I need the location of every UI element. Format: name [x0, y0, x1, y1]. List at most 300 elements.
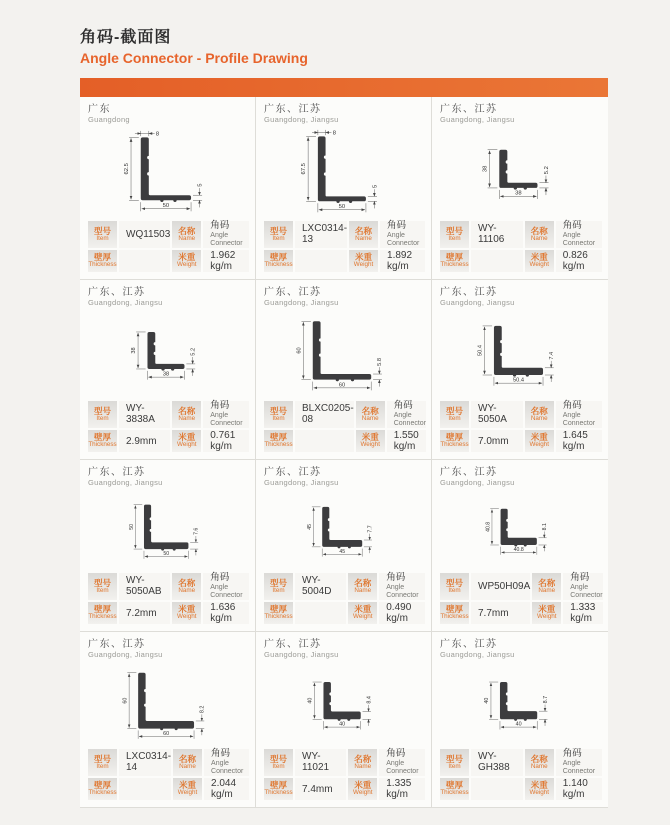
region-label [440, 639, 602, 659]
item-label [264, 573, 293, 600]
item-value: WY-5050A [471, 401, 523, 428]
item-label-en: Item [272, 414, 285, 422]
thickness-label-en: Thickness [264, 613, 293, 621]
name-value-en: Angle Connector [386, 759, 419, 775]
profile-drawing [88, 126, 249, 221]
dim-left-label: 38 [482, 165, 489, 173]
name-value-en: Angle Connector [210, 231, 243, 247]
name-value-cn: 角码 [387, 219, 407, 231]
dim-bottom-label: 50 [162, 203, 170, 210]
dim-left-label: 50 [128, 524, 135, 530]
item-value: WY-11106 [471, 221, 523, 248]
item-label [264, 221, 293, 248]
spec-table [440, 573, 602, 624]
thickness-label-cn: 壁厚 [269, 780, 287, 791]
l-profile-shape [494, 326, 543, 377]
name-label [525, 749, 554, 776]
profile-drawing [264, 309, 425, 401]
weight-label-en: Weight [352, 789, 373, 797]
l-profile-shape [141, 138, 191, 203]
thickness-value [119, 250, 170, 272]
weight-value: 0.490 kg/m [379, 602, 425, 624]
name-value-en: Angle Connector [562, 759, 596, 775]
weight-label [172, 250, 201, 272]
profile-drawing-svg [88, 661, 249, 749]
weight-label [525, 778, 554, 800]
name-value-en: Angle Connector [570, 583, 603, 599]
profile-cell [80, 460, 256, 632]
thickness-label [88, 778, 117, 800]
region-label [88, 467, 249, 487]
spec-table [440, 401, 602, 452]
profile-drawing-svg [440, 661, 602, 749]
dim-top-label: 8 [332, 130, 336, 137]
profile-drawing [440, 126, 602, 221]
weight-label [172, 602, 201, 624]
l-profile-shape [500, 682, 537, 721]
page-title-cn: 角码-截面图 [80, 29, 172, 46]
item-label [440, 573, 469, 600]
spec-table [264, 749, 425, 800]
spec-table [88, 401, 249, 452]
region-name-en: Guangdong, Jiangsu [88, 650, 163, 659]
weight-value: 1.962 kg/m [203, 250, 249, 272]
dim-bottom-label: 60 [163, 731, 170, 738]
region-name-cn: 广东、江苏 [264, 287, 322, 298]
dim-right-label: 7.6 [193, 527, 200, 536]
thickness-label-en: Thickness [88, 441, 117, 449]
name-value-cn: 角码 [210, 219, 230, 231]
weight-label-en: Weight [529, 261, 549, 269]
profile-drawing [264, 489, 425, 573]
weight-label-en: Weight [529, 789, 549, 797]
thickness-value: 7.2mm [119, 602, 170, 624]
dim-bottom-label: 40.8 [513, 547, 524, 554]
region-label [264, 287, 425, 307]
name-label [172, 401, 201, 428]
weight-label-en: Weight [177, 789, 198, 797]
dim-right-label: 5.2 [543, 166, 550, 175]
name-value-cn: 角码 [211, 747, 231, 759]
spec-table [440, 221, 602, 272]
region-name-cn: 广东、江苏 [264, 639, 322, 650]
dim-left-label: 62.5 [124, 163, 131, 175]
item-label [440, 401, 469, 428]
thickness-label-cn: 壁厚 [445, 432, 463, 443]
name-value-en: Angle Connector [393, 411, 426, 427]
profile-cell [256, 632, 432, 808]
spec-table [264, 221, 425, 272]
name-value-cn: 角码 [393, 399, 413, 411]
name-label [349, 221, 378, 248]
thickness-label-en: Thickness [440, 613, 469, 621]
item-label-cn: 型号 [269, 225, 287, 236]
l-profile-shape [323, 682, 360, 721]
weight-label-en: Weight [529, 441, 549, 449]
spec-table [88, 573, 249, 624]
name-label [348, 573, 377, 600]
dim-bottom-label: 60 [338, 382, 346, 389]
dim-left-label: 40 [307, 697, 314, 704]
thickness-label-en: Thickness [440, 261, 469, 269]
name-value [556, 401, 602, 428]
profile-cell [432, 97, 608, 280]
name-label-en: Name [538, 586, 556, 594]
weight-label-en: Weight [537, 613, 557, 621]
accent-bar [80, 78, 608, 97]
item-label-en: Item [96, 762, 109, 770]
weight-label [525, 430, 554, 452]
name-label-en: Name [355, 234, 372, 242]
item-label [88, 221, 117, 248]
item-label-cn: 型号 [445, 225, 463, 236]
region-name-cn: 广东、江苏 [440, 467, 498, 478]
name-value [563, 573, 602, 600]
dim-right-label: 5 [197, 183, 204, 188]
thickness-label [264, 250, 293, 272]
name-label-cn: 名称 [178, 405, 196, 416]
thickness-label-en: Thickness [88, 789, 117, 797]
profile-cell [432, 632, 608, 808]
name-value-cn: 角码 [562, 219, 582, 231]
dim-right-label: 8.1 [542, 523, 549, 531]
name-label [525, 401, 554, 428]
profile-drawing [440, 489, 602, 573]
spec-table [440, 749, 602, 800]
dim-bottom-label: 50.4 [512, 377, 524, 384]
dim-right-label: 8.2 [199, 705, 206, 714]
item-label-cn: 型号 [93, 753, 111, 764]
l-profile-shape [501, 509, 537, 547]
item-label-cn: 型号 [445, 577, 463, 588]
region-name-en: Guangdong, Jiangsu [88, 478, 163, 487]
region-name-en: Guangdong, Jiangsu [440, 478, 515, 487]
item-label-en: Item [96, 586, 109, 594]
region-name-en: Guangdong, Jiangsu [264, 115, 339, 124]
item-label-en: Item [96, 234, 109, 242]
name-label-en: Name [354, 762, 372, 770]
name-value [203, 573, 249, 600]
weight-value: 2.044 kg/m [204, 778, 249, 800]
item-value: WY-3838A [119, 401, 170, 428]
profile-grid [80, 97, 608, 808]
name-label [348, 749, 377, 776]
region-label [264, 104, 425, 124]
dim-left-label: 45 [307, 524, 314, 530]
region-name-en: Guangdong, Jiangsu [440, 650, 515, 659]
item-label-en: Item [448, 414, 461, 422]
dim-bottom-label: 38 [515, 190, 522, 197]
weight-label [349, 250, 378, 272]
profile-drawing [88, 489, 249, 573]
name-value [387, 401, 426, 428]
weight-label-cn: 米重 [354, 780, 372, 791]
profile-drawing-svg [88, 489, 249, 573]
name-value [556, 749, 602, 776]
name-label [172, 221, 201, 248]
item-label-en: Item [96, 414, 109, 422]
name-label-en: Name [530, 234, 548, 242]
thickness-label-cn: 壁厚 [93, 780, 111, 791]
weight-label-cn: 米重 [530, 780, 548, 791]
profile-drawing-svg [88, 126, 249, 221]
weight-label-en: Weight [352, 613, 373, 621]
profile-cell [256, 97, 432, 280]
name-label-cn: 名称 [530, 225, 548, 236]
thickness-label-cn: 壁厚 [445, 252, 463, 263]
thickness-label [264, 430, 293, 452]
profile-drawing-svg [264, 489, 425, 573]
l-profile-shape [318, 137, 366, 204]
name-value-cn: 角码 [386, 747, 406, 759]
thickness-label-en: Thickness [264, 261, 293, 269]
region-label [88, 104, 249, 124]
profile-drawing-svg [264, 126, 425, 221]
region-name-en: Guangdong [88, 115, 130, 124]
thickness-label [264, 602, 293, 624]
dim-bottom-label: 40 [515, 721, 522, 728]
thickness-label [88, 250, 117, 272]
dim-left-label: 60 [296, 347, 303, 354]
region-name-cn: 广东 [88, 104, 111, 115]
dim-left-label: 40 [484, 697, 491, 704]
name-label-en: Name [354, 586, 372, 594]
item-value: WQ11503 [119, 221, 170, 248]
profile-drawing-svg [264, 309, 425, 401]
thickness-label-cn: 壁厚 [445, 604, 463, 615]
profile-cell [256, 280, 432, 460]
thickness-value: 2.9mm [119, 430, 170, 452]
spec-table [88, 749, 249, 800]
item-label-en: Item [448, 234, 461, 242]
item-label-cn: 型号 [269, 577, 287, 588]
weight-label-cn: 米重 [530, 432, 548, 443]
name-value-cn: 角码 [570, 571, 590, 583]
thickness-label [264, 778, 293, 800]
thickness-label-cn: 壁厚 [269, 432, 287, 443]
weight-label-cn: 米重 [355, 252, 373, 263]
region-label [264, 467, 425, 487]
region-name-en: Guangdong, Jiangsu [264, 650, 339, 659]
thickness-label-en: Thickness [264, 441, 293, 449]
item-label [440, 221, 469, 248]
thickness-value [471, 250, 523, 272]
profile-cell [432, 460, 608, 632]
profile-drawing [88, 661, 249, 749]
thickness-label [440, 602, 469, 624]
item-label [264, 749, 293, 776]
name-label [525, 221, 554, 248]
dim-bottom-label: 50 [163, 551, 170, 558]
spec-table [264, 401, 425, 452]
item-label-cn: 型号 [269, 753, 287, 764]
thickness-label-cn: 壁厚 [93, 432, 111, 443]
region-name-cn: 广东、江苏 [440, 639, 498, 650]
thickness-label-cn: 壁厚 [93, 604, 111, 615]
profile-cell [80, 632, 256, 808]
dim-bottom-label: 40 [339, 721, 346, 728]
page-title-en: Angle Connector - Profile Drawing [80, 50, 308, 66]
weight-label [532, 602, 561, 624]
name-value [379, 573, 425, 600]
region-label [440, 104, 602, 124]
thickness-value [295, 250, 347, 272]
dim-bottom-label: 38 [162, 371, 170, 378]
thickness-value: 7.4mm [295, 778, 346, 800]
item-label [88, 749, 117, 776]
name-label-en: Name [179, 762, 196, 770]
weight-label-cn: 米重 [538, 604, 556, 615]
item-label-en: Item [272, 762, 285, 770]
l-profile-shape [144, 505, 188, 551]
weight-label [173, 778, 202, 800]
dim-right-label: 5.8 [377, 358, 384, 367]
name-value-cn: 角码 [562, 747, 582, 759]
profile-cell [432, 280, 608, 460]
weight-label-en: Weight [177, 261, 197, 269]
weight-value: 1.636 kg/m [203, 602, 249, 624]
region-name-cn: 广东、江苏 [88, 639, 146, 650]
thickness-label-cn: 壁厚 [445, 780, 463, 791]
region-name-en: Guangdong, Jiangsu [440, 298, 515, 307]
item-label [88, 401, 117, 428]
region-name-cn: 广东、江苏 [264, 104, 322, 115]
item-label-en: Item [448, 586, 461, 594]
region-name-en: Guangdong, Jiangsu [264, 478, 339, 487]
name-label [356, 401, 385, 428]
weight-label [348, 602, 377, 624]
item-value: WY-5050AB [119, 573, 170, 600]
profile-drawing [88, 309, 249, 401]
item-value: WP50H09A [471, 573, 530, 600]
name-value [203, 401, 249, 428]
item-label-cn: 型号 [269, 405, 287, 416]
thickness-label-cn: 壁厚 [269, 252, 287, 263]
weight-label-en: Weight [176, 441, 197, 449]
thickness-value [295, 602, 346, 624]
l-profile-shape [147, 332, 184, 371]
profile-drawing-svg [264, 661, 425, 749]
thickness-label [440, 250, 469, 272]
weight-label-cn: 米重 [178, 252, 196, 263]
profile-drawing-svg [440, 489, 602, 573]
item-label-en: Item [448, 762, 461, 770]
profile-cell [80, 280, 256, 460]
name-value-en: Angle Connector [562, 231, 596, 247]
name-value-en: Angle Connector [210, 583, 243, 599]
item-label-en: Item [272, 586, 285, 594]
dim-bottom-label: 45 [339, 549, 346, 556]
name-label-cn: 名称 [354, 753, 372, 764]
weight-label-en: Weight [176, 613, 197, 621]
name-label-cn: 名称 [179, 753, 197, 764]
region-name-cn: 广东、江苏 [440, 104, 498, 115]
weight-label [172, 430, 201, 452]
profile-cell [80, 97, 256, 280]
weight-value: 1.892 kg/m [380, 250, 425, 272]
weight-label-cn: 米重 [178, 432, 196, 443]
dim-right-label: 7.7 [367, 525, 374, 533]
dim-right-label: 5 [372, 184, 379, 189]
weight-label-cn: 米重 [178, 604, 196, 615]
name-label-en: Name [530, 762, 548, 770]
spec-table [264, 573, 425, 624]
thickness-label-en: Thickness [88, 261, 117, 269]
region-name-en: Guangdong, Jiangsu [88, 298, 163, 307]
dim-top-label: 8 [155, 131, 160, 138]
weight-label-cn: 米重 [179, 780, 197, 791]
name-value-cn: 角码 [562, 399, 582, 411]
spec-table [88, 221, 249, 272]
item-label-cn: 型号 [93, 225, 111, 236]
name-label-en: Name [530, 414, 548, 422]
name-label-cn: 名称 [178, 577, 196, 588]
item-label [440, 749, 469, 776]
profile-drawing [264, 126, 425, 221]
thickness-label [88, 430, 117, 452]
dim-left-label: 60 [122, 697, 129, 704]
region-label [88, 639, 249, 659]
item-value: BLXC0205-08 [295, 401, 354, 428]
thickness-value [471, 778, 523, 800]
l-profile-shape [138, 673, 194, 730]
profile-drawing-svg [88, 309, 249, 401]
region-label [440, 467, 602, 487]
thickness-label-en: Thickness [440, 789, 469, 797]
profile-drawing [440, 661, 602, 749]
name-value-en: Angle Connector [386, 583, 419, 599]
item-value: WY-GH388 [471, 749, 523, 776]
l-profile-shape [322, 507, 362, 548]
name-value-en: Angle Connector [387, 231, 420, 247]
name-value-en: Angle Connector [210, 411, 243, 427]
name-label-cn: 名称 [530, 405, 548, 416]
name-value-en: Angle Connector [211, 759, 244, 775]
region-name-cn: 广东、江苏 [440, 287, 498, 298]
item-value: WY-5004D [295, 573, 346, 600]
dim-left-label: 50.4 [477, 345, 484, 357]
item-label-cn: 型号 [93, 577, 111, 588]
profile-drawing [264, 661, 425, 749]
weight-value: 0.761 kg/m [203, 430, 249, 452]
item-value: WY-11021 [295, 749, 346, 776]
dim-left-label: 40.8 [485, 522, 492, 533]
dim-left-label: 38 [131, 347, 138, 354]
item-label-en: Item [272, 234, 285, 242]
name-value [204, 749, 249, 776]
name-value [203, 221, 249, 248]
region-name-en: Guangdong, Jiangsu [440, 115, 515, 124]
name-label-cn: 名称 [361, 405, 379, 416]
name-label [173, 749, 202, 776]
name-value [379, 749, 425, 776]
l-profile-shape [313, 322, 371, 382]
profile-drawing-svg [440, 126, 602, 221]
name-label-cn: 名称 [355, 225, 373, 236]
region-name-cn: 广东、江苏 [88, 287, 146, 298]
region-label [264, 639, 425, 659]
item-label-cn: 型号 [445, 405, 463, 416]
item-label-cn: 型号 [445, 753, 463, 764]
name-value-cn: 角码 [210, 399, 230, 411]
region-label [440, 287, 602, 307]
weight-value: 1.645 kg/m [556, 430, 602, 452]
name-label-cn: 名称 [178, 225, 196, 236]
name-label-en: Name [361, 414, 379, 422]
item-value: LXC0314-14 [119, 749, 171, 776]
thickness-label-cn: 壁厚 [93, 252, 111, 263]
name-label-cn: 名称 [538, 577, 556, 588]
